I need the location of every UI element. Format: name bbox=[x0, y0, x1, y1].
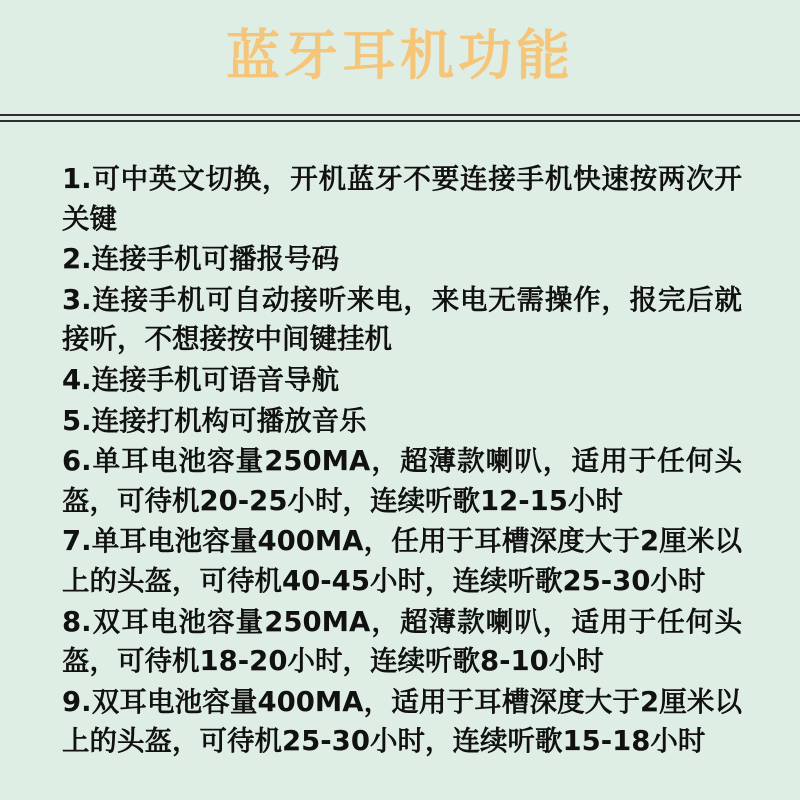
feature-list bbox=[0, 128, 800, 762]
poster-header bbox=[0, 0, 800, 128]
list-item: 4.连接手机可语音导航 bbox=[62, 363, 340, 396]
list-item: 8.双耳电池容量250MA，超薄款喇叭，适用于任何头盔，可待机18-20小时，连续听歌8-10小时 bbox=[62, 605, 742, 678]
list-item: 2.连接手机可播报号码 bbox=[62, 243, 340, 276]
divider-line-top bbox=[0, 114, 800, 116]
list-item: 1.可中英文切换，开机蓝牙不要连接手机快速按两次开关键 bbox=[62, 163, 742, 235]
header-divider bbox=[0, 114, 800, 122]
list-item: 6.单耳电池容量250MA，超薄款喇叭，适用于任何头盔，可待机20-25小时，连续听歌12-15小时 bbox=[62, 445, 742, 517]
list-item: 3.连接手机可自动接听来电，来电无需操作，报完后就接听，不想接按中间键挂机 bbox=[62, 283, 742, 356]
list-item: 5.连接打机构可播放音乐 bbox=[62, 404, 367, 437]
page-title: 蓝牙耳机功能 bbox=[226, 24, 574, 87]
list-item: 7.单耳电池容量400MA，任用于耳槽深度大于2厘米以上的头盔，可待机40-45小时，连续听歌25-30小时 bbox=[62, 525, 742, 597]
list-item: 9.双耳电池容量400MA，适用于耳槽深度大于2厘米以上的头盔，可待机25-30小时，连续听歌15-18小时 bbox=[62, 685, 742, 758]
divider-line-bottom bbox=[0, 120, 800, 122]
